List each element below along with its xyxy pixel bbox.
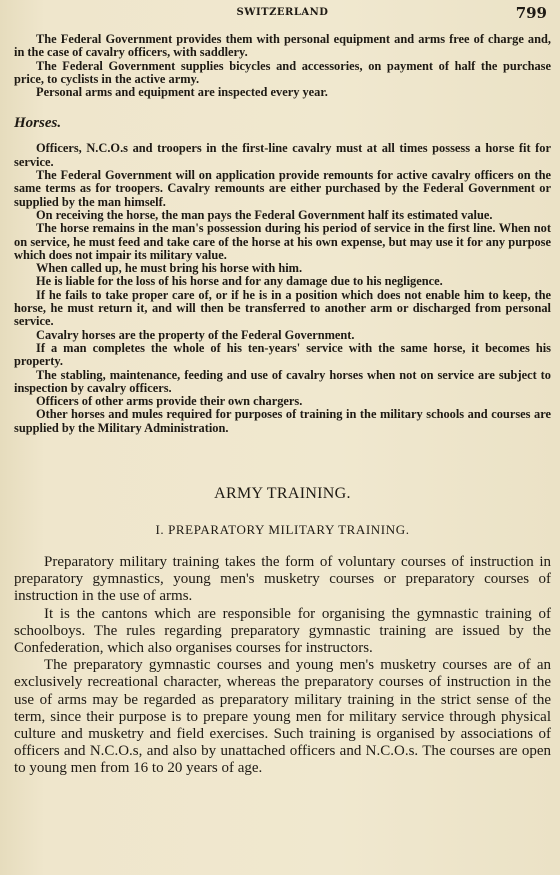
paragraph: The horse remains in the man's possession during his period of service in the first line. When not on service, he must feed and take care of the horse at his own expense, but may use it for any purpose which does not impair its military value. xyxy=(14,221,551,262)
preparatory-section xyxy=(14,554,551,778)
paragraph: The preparatory gymnastic courses and young men's musketry courses are of an exclusively recreational character, whereas the preparatory courses of instruction in the use of arms may be regarded as preparatory military training in the strict sense of the term, since their purpose is to prepare young men for military service through physical culture and musketry and field exercises. Such training is organised by associations of officers and N.C.O.s, and also by unattached officers and N.C.O.s. The courses are open to young men from 16 to 20 years of age. xyxy=(14,657,551,777)
horses-section xyxy=(14,142,551,435)
page-number: 799 xyxy=(515,4,547,22)
paragraph: He is liable for the loss of his horse and for any damage due to his negligence. xyxy=(36,274,443,289)
paragraph: When called up, he must bring his horse with him. xyxy=(36,261,303,276)
paragraph: Preparatory military training takes the form of voluntary courses of instruction in preparatory gymnastics, young men's musketry courses or preparatory courses of instruction in the use of arms. xyxy=(14,554,551,605)
section-title: ARMY TRAINING. xyxy=(214,485,351,503)
paragraph: On receiving the horse, the man pays the Federal Government half its estimated value. xyxy=(36,207,493,222)
horses-heading: Horses. xyxy=(14,115,62,132)
paragraph: Officers of other arms provide their own chargers. xyxy=(36,394,303,409)
paragraph: The stabling, maintenance, feeding and use of cavalry horses when not on service are subject to inspection by cavalry officers. xyxy=(14,367,551,395)
running-title: SWITZERLAND xyxy=(236,7,329,18)
running-head xyxy=(14,4,551,26)
paragraph: Cavalry horses are the property of the Federal Government. xyxy=(36,327,355,342)
equipment-section xyxy=(14,33,551,99)
paragraph: The Federal Government provides them with personal equipment and arms free of charge and, in the case of cavalry officers, with saddlery. xyxy=(14,32,551,60)
paragraph: It is the cantons which are responsible for organising the gymnastic training of schoolboys. The rules regarding preparatory gymnastic training are issued by the Confederation, which also organises courses for instructors. xyxy=(14,605,551,657)
paragraph: If a man completes the whole of his ten-years' service with the same horse, it becomes his property. xyxy=(14,340,551,369)
paragraph: Other horses and mules required for purposes of training in the military schools and courses are supplied by the Military Administration. xyxy=(14,407,551,435)
paragraph: The Federal Government supplies bicycles and accessories, on payment of half the purchase price, to cyclists in the active army. xyxy=(14,58,551,86)
paragraph: The Federal Government will on application provide remounts for active cavalry officers on the same terms as for troopers. Cavalry remounts are either purchased by the Federal Government or supplied by the man himself. xyxy=(14,168,551,209)
paragraph: If he fails to take proper care of, or if he is in a position which does not enable him to keep, the horse, he must return it, and will then be transferred to another arm or discharged from personal service. xyxy=(14,287,551,329)
subsection-title: I. PREPARATORY MILITARY TRAINING. xyxy=(155,522,410,538)
paragraph: Officers, N.C.O.s and troopers in the first-line cavalry must at all times possess a horse fit for service. xyxy=(14,141,551,169)
paragraph: Personal arms and equipment are inspected every year. xyxy=(36,85,328,100)
